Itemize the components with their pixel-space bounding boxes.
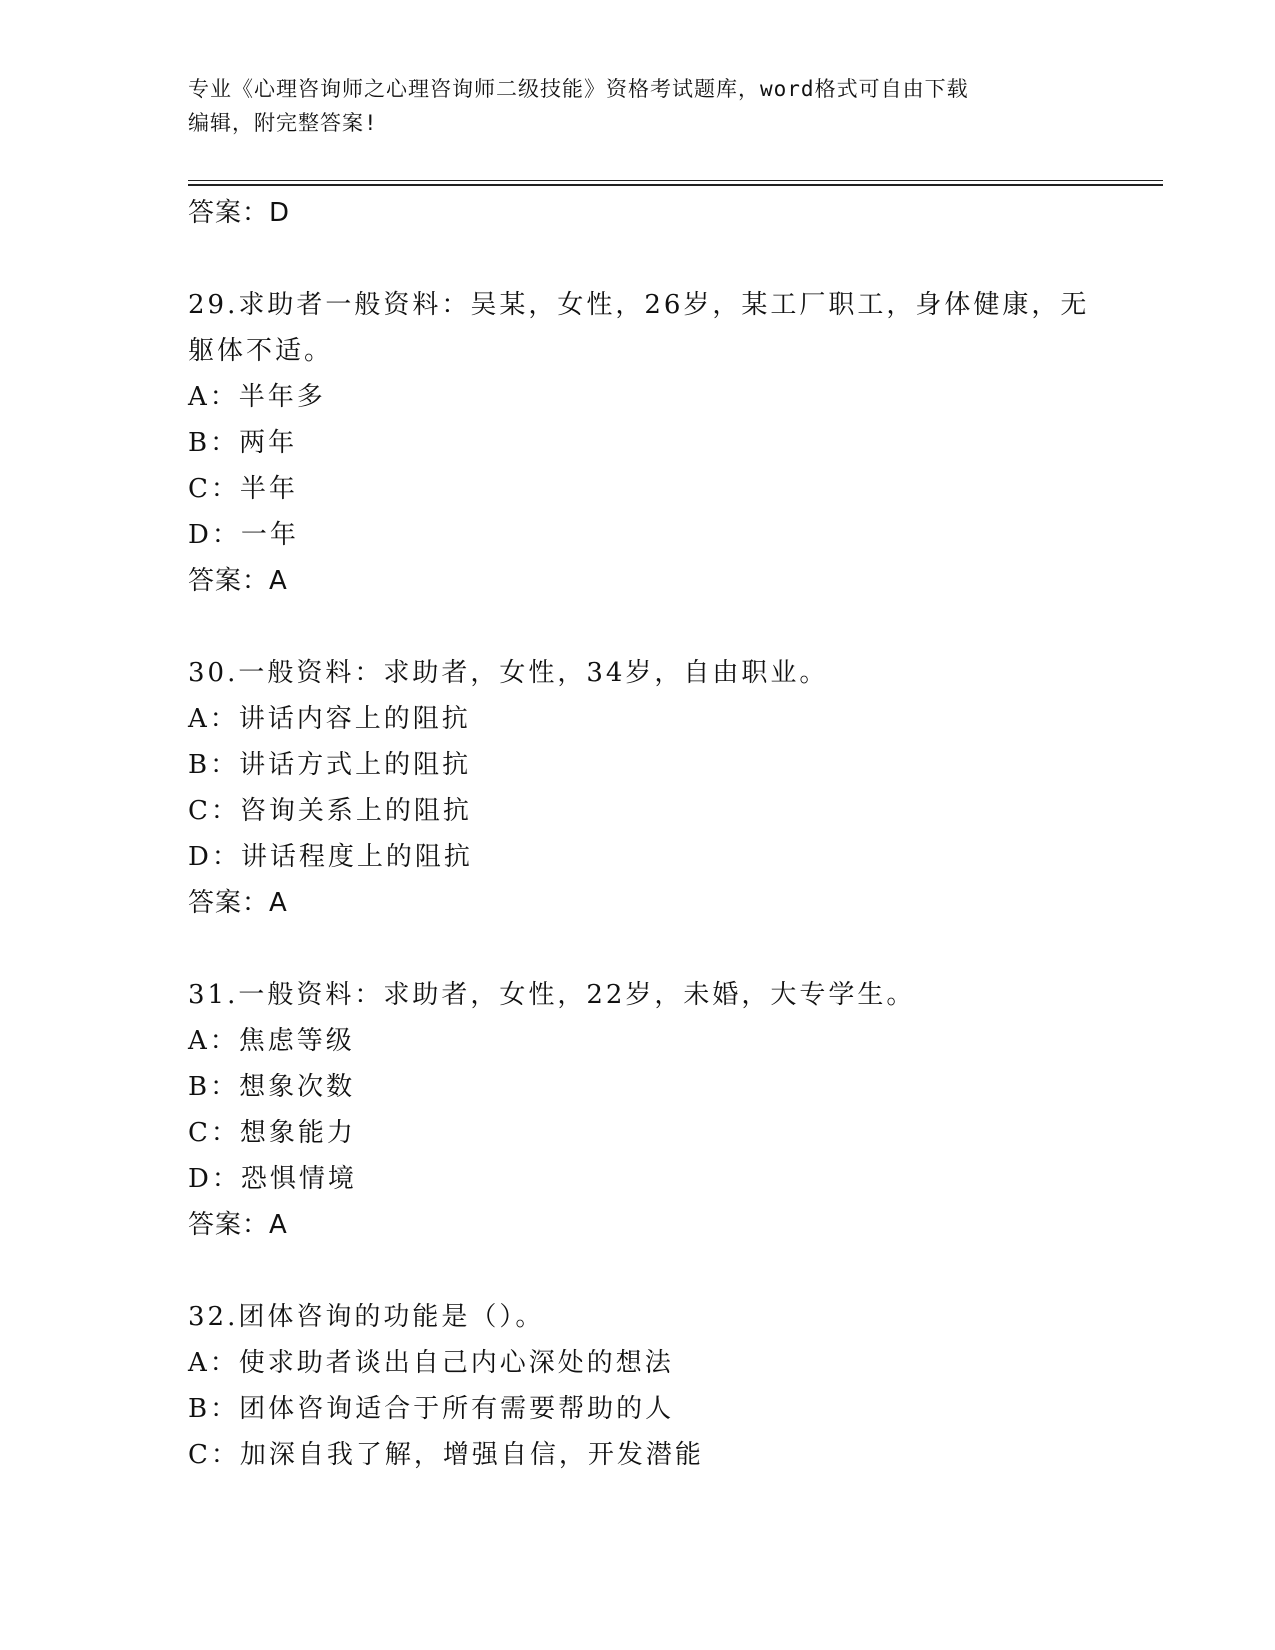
option-b: B：团体咨询适合于所有需要帮助的人 bbox=[188, 1394, 675, 1424]
question-30 bbox=[188, 650, 1088, 926]
option-c: C：咨询关系上的阻抗 bbox=[188, 796, 472, 826]
option-c: C：加深自我了解，增强自信，开发潜能 bbox=[188, 1440, 704, 1470]
question-29-stem: 29.求助者一般资料：吴某，女性，26岁，某工厂职工，身体健康，无 躯体不适。 bbox=[188, 290, 1090, 366]
option-b: B：两年 bbox=[188, 428, 298, 458]
header-divider-thick bbox=[188, 184, 1163, 186]
option-d: D：恐惧情境 bbox=[188, 1164, 357, 1194]
header-divider-thin bbox=[188, 180, 1163, 181]
header-line-2: 编辑，附完整答案! bbox=[188, 111, 378, 135]
answer-29: 答案：A bbox=[188, 566, 288, 596]
option-b: B：讲话方式上的阻抗 bbox=[188, 750, 472, 780]
question-32 bbox=[188, 1294, 1088, 1478]
option-a: A：焦虑等级 bbox=[188, 1026, 355, 1056]
option-c: C：想象能力 bbox=[188, 1118, 356, 1148]
answer-28: 答案：D bbox=[188, 198, 291, 228]
question-31 bbox=[188, 972, 1088, 1248]
answer-30: 答案：A bbox=[188, 888, 288, 918]
question-list bbox=[188, 190, 1088, 1478]
document-header bbox=[188, 72, 1088, 140]
option-d: D：讲话程度上的阻抗 bbox=[188, 842, 473, 872]
option-d: D：一年 bbox=[188, 520, 299, 550]
option-a: A：讲话内容上的阻抗 bbox=[188, 704, 471, 734]
option-a: A：使求助者谈出自己内心深处的想法 bbox=[188, 1348, 674, 1378]
header-line-1: 专业《心理咨询师之心理咨询师二级技能》资格考试题库，word格式可自由下载 bbox=[188, 77, 969, 101]
question-32-stem: 32.团体咨询的功能是（）。 bbox=[188, 1302, 545, 1332]
option-a: A：半年多 bbox=[188, 382, 326, 412]
option-c: C：半年 bbox=[188, 474, 298, 504]
question-30-stem: 30.一般资料：求助者，女性，34岁，自由职业。 bbox=[188, 658, 829, 688]
answer-31: 答案：A bbox=[188, 1210, 288, 1240]
option-b: B：想象次数 bbox=[188, 1072, 356, 1102]
question-29 bbox=[188, 282, 1088, 604]
question-31-stem: 31.一般资料：求助者，女性，22岁，未婚，大专学生。 bbox=[188, 980, 916, 1010]
